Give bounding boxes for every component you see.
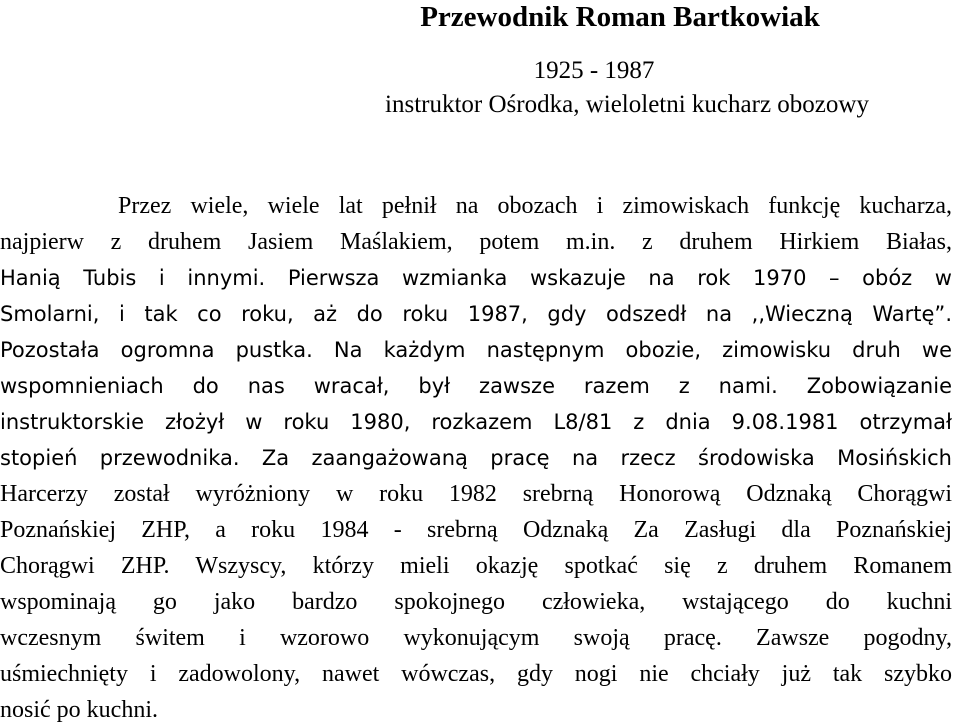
article-line: Hanią Tubis i innymi. Pierwsza wzmianka wskazuje na rok 1970 – obóz w: [0, 266, 952, 290]
article-line: wspominają go jako bardzo spokojnego człowieka, wstającego do kuchni: [0, 589, 952, 615]
article-line: instruktorskie złożył w roku 1980, rozkazem L8/81 z dnia 9.08.1981 otrzymał: [0, 410, 952, 434]
role-subtitle: instruktor Ośrodka, wieloletni kucharz obozowy: [385, 91, 869, 118]
article-line: wczesnym świtem i wzorowo wykonującym swoją pracę. Zawsze pogodny,: [0, 625, 952, 651]
article-line: nosić po kuchni.: [0, 697, 158, 723]
article-line: najpierw z druhem Jasiem Maślakiem, potem m.in. z druhem Hirkiem Białas,: [0, 229, 952, 255]
article-line: Chorągwi ZHP. Wszyscy, którzy mieli okazję spotkać się z druhem Romanem: [0, 553, 952, 579]
article-line: Pozostała ogromna pustka. Na każdym następnym obozie, zimowisku druh we: [0, 338, 952, 362]
life-years: 1925 - 1987: [533, 57, 655, 84]
article-line: Poznańskiej ZHP, a roku 1984 - srebrną Odznaką Za Zasługi dla Poznańskiej: [0, 517, 952, 543]
page-title: Przewodnik Roman Bartkowiak: [420, 1, 820, 33]
article-body: [0, 188, 952, 728]
article-line: Przez wiele, wiele lat pełnił na obozach i zimowiskach funkcję kucharza,: [118, 193, 952, 219]
article-line: stopień przewodnika. Za zaangażowaną pracę na rzecz środowiska Mosińskich: [0, 446, 952, 470]
article-line: wspomnieniach do nas wracał, był zawsze razem z nami. Zobowiązanie: [0, 374, 952, 398]
article-line: uśmiechnięty i zadowolony, nawet wówczas, gdy nogi nie chciały już tak szybko: [0, 661, 952, 687]
article-line: Harcerzy został wyróżniony w roku 1982 srebrną Honorową Odznaką Chorągwi: [0, 481, 952, 507]
article-line: Smolarni, i tak co roku, aż do roku 1987, gdy odszedł na ,,Wieczną Wartę”.: [0, 302, 952, 326]
